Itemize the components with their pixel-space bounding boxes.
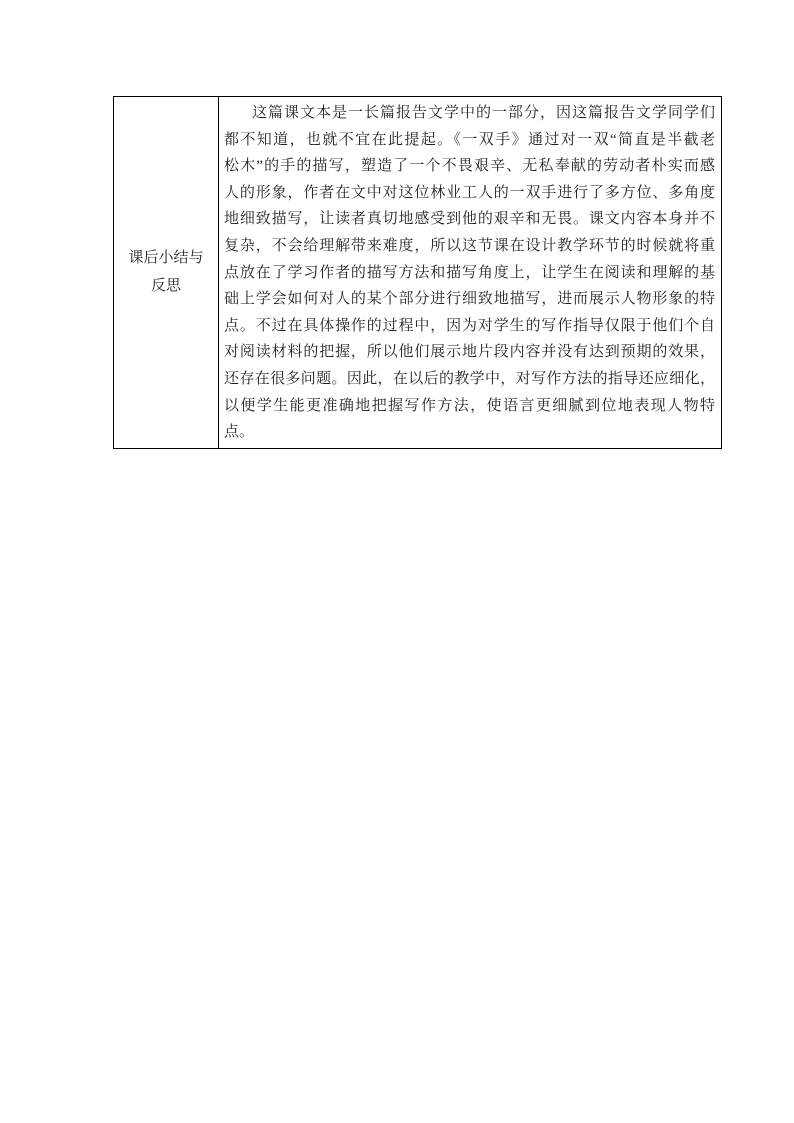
paragraph-line: 点放在了学习作者的描写方法和描写角度上，让学生在阅读和理解的基 (224, 264, 715, 281)
row-label-line: 课后小结与 (128, 250, 204, 267)
paragraph-line: 都不知道，也就不宜在此提起。《一双手》通过对一双“简直是半截老 (224, 131, 715, 148)
table-cell-reflection-text (219, 97, 721, 448)
paragraph-line: 地细致描写，让读者真切地感受到他的艰辛和无畏。课文内容本身并不 (224, 211, 715, 228)
row-label-line: 反思 (150, 278, 181, 295)
paragraph-line: 对阅读材料的把握，所以他们展示地片段内容并没有达到预期的效果， (224, 344, 715, 361)
paragraph-line: 这篇课文本是一长篇报告文学中的一部分，因这篇报告文学同学们 (252, 105, 715, 121)
paragraph-line: 复杂，不会给理解带来难度，所以这节课在设计教学环节的时候就将重 (224, 237, 715, 254)
reflection-table (113, 96, 722, 449)
paragraph-line: 以便学生能更准确地把握写作方法，使语言更细腻到位地表现人物特 (224, 397, 715, 414)
paragraph-line: 础上学会如何对人的某个部分进行细致地描写，进而展示人物形象的特 (224, 291, 715, 308)
paragraph-line: 人的形象，作者在文中对这位林业工人的一双手进行了多方位、多角度 (224, 184, 715, 201)
paragraph-line: 松木”的手的描写，塑造了一个不畏艰辛、无私奉献的劳动者朴实而感 (224, 158, 715, 175)
table-cell-row-label (114, 97, 219, 448)
paragraph-line: 点。 (224, 424, 255, 441)
paragraph-line: 点。不过在具体操作的过程中，因为对学生的写作指导仅限于他们个自 (224, 317, 715, 334)
paragraph-line: 还存在很多问题。因此，在以后的教学中，对写作方法的指导还应细化， (224, 370, 715, 387)
